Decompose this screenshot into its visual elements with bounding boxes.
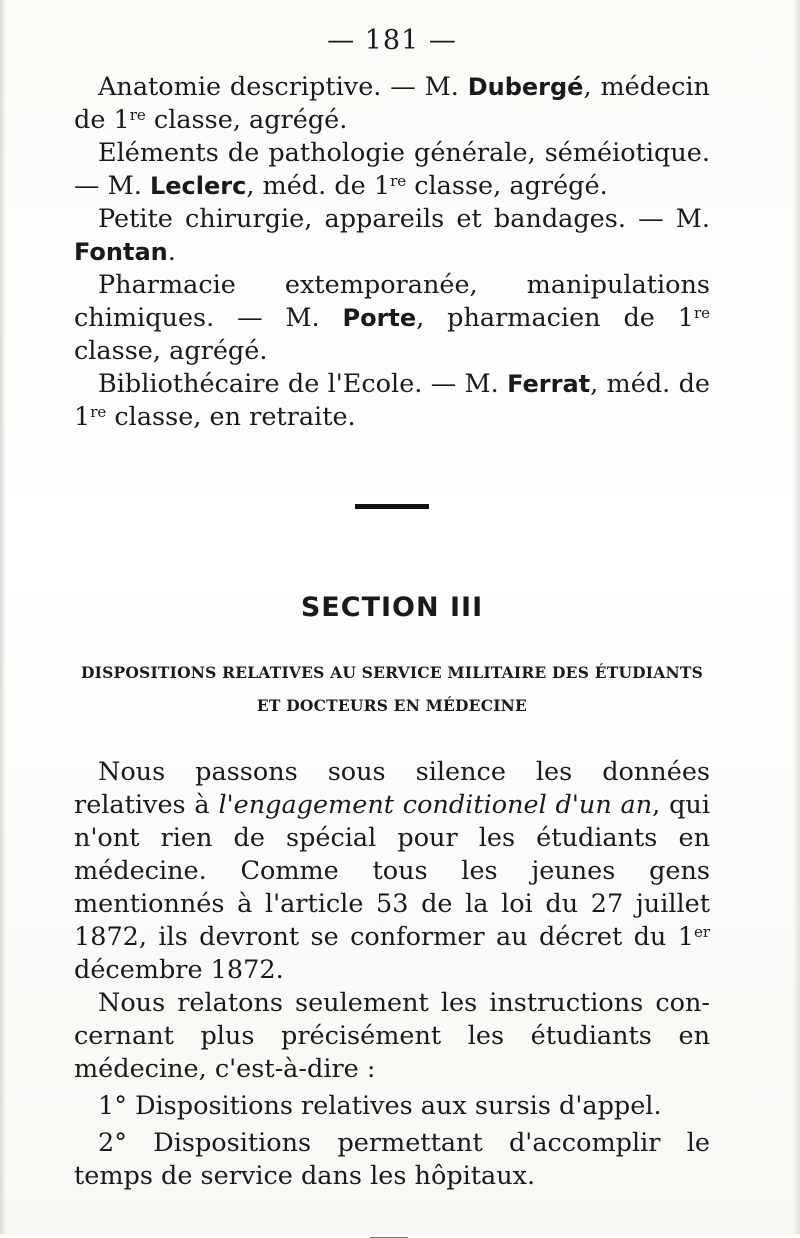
page-content	[74, 24, 710, 1238]
list-item: 1° Dispositions relatives aux sursis d'appel.	[98, 1091, 662, 1121]
staff-entry-pharmacie: Pharmacie extemporanée, manipulations chimiques. — M. Porte, pharmacien de 1re classe, agrégé.	[74, 270, 710, 366]
staff-name-leclerc: Leclerc	[149, 172, 247, 200]
staff-entry-bibliothecaire: Bibliothécaire de l'Ecole. — M. Ferrat, méd. de 1re classe, en retraite.	[74, 369, 710, 432]
section-body	[74, 756, 710, 1193]
section-divider-rule	[355, 504, 429, 509]
staff-name-porte: Porte	[342, 304, 417, 332]
staff-name-ferrat: Ferrat	[507, 370, 591, 398]
section-subtitle-line-2: ET DOCTEURS EN MÉDECINE	[256, 696, 528, 715]
staff-name-duberge: Dubergé	[467, 73, 584, 101]
body-paragraph-1: Nous passons sous silence les données relatives à l'engagement conditionel d'un an, qui n'ont rien de spécial pour les étudiants en médecine. Comme tous les jeunes gens mentionnés à l'article 53 de la loi du 27 juillet 1872, ils devront se conformer au décret du 1er décembre 1872.	[74, 757, 710, 985]
italic-phrase: l'engagement conditionel d'un an	[218, 790, 653, 820]
staff-entry-pathologie: Eléments de pathologie générale, séméiotique. — M. Leclerc, méd. de 1re classe, agrégé.	[74, 138, 710, 201]
body-paragraph-2: Nous relatons seulement les instructions concernant plus précisément les étudiants en médecine, c'est-à-dire :	[74, 988, 710, 1084]
page-number: — 181 —	[327, 25, 457, 56]
staff-entry-chirurgie: Petite chirurgie, appareils et bandages. — M. Fontan.	[74, 204, 710, 267]
list-item: 2° Dispositions permettant d'accomplir le temps de service dans les hôpitaux.	[74, 1128, 710, 1191]
page-right-edge-shadow	[792, 0, 800, 1234]
staff-entry-anatomie: Anatomie descriptive. — M. Dubergé, médecin de 1re classe, agrégé.	[74, 72, 710, 135]
section-subtitle-line-1: DISPOSITIONS RELATIVES AU SERVICE MILITAIRE DES ÉTUDIANTS	[81, 663, 703, 682]
section-subtitle	[62, 656, 722, 722]
section-title: SECTION III	[300, 592, 484, 623]
page-left-edge-shadow	[0, 0, 6, 1234]
staff-name-fontan: Fontan	[74, 238, 168, 266]
